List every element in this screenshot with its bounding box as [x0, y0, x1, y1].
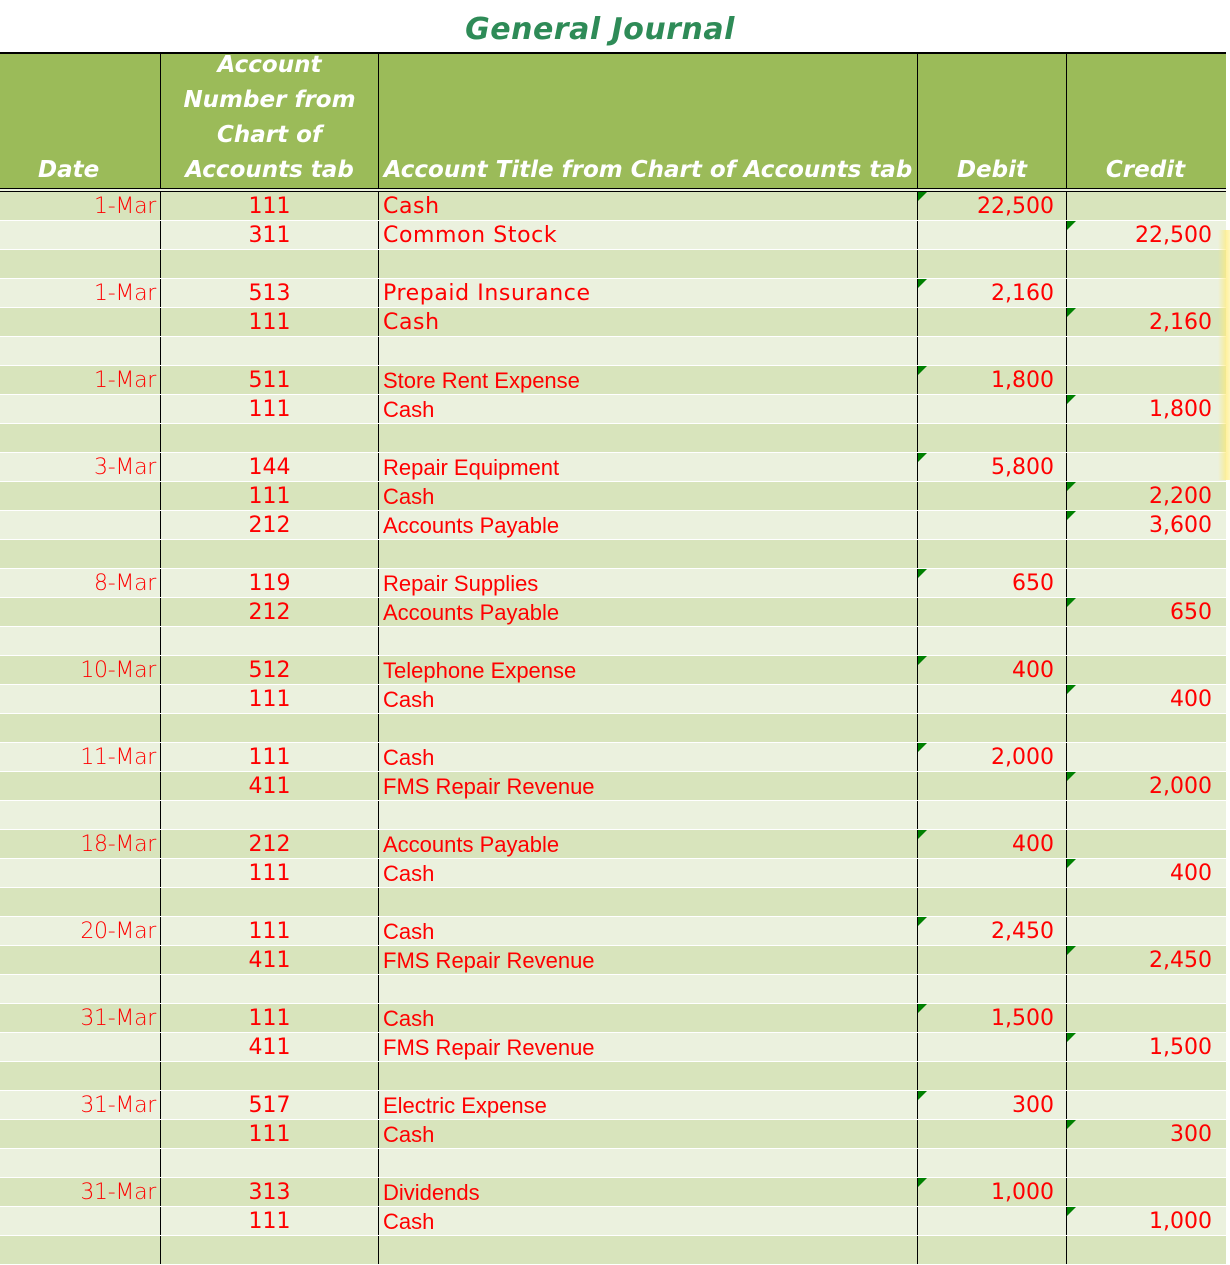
comment-indicator-icon[interactable]	[918, 366, 927, 375]
table-row	[0, 569, 1226, 598]
cell-account-title[interactable]	[378, 801, 917, 829]
cell-account-title[interactable]	[378, 337, 917, 365]
table-row	[0, 975, 1226, 1004]
cell-date[interactable]	[0, 946, 160, 974]
cell-account-title[interactable]: FMS Repair Revenue	[378, 1033, 917, 1061]
cursor-glow-highlight	[1218, 230, 1230, 480]
cell-account-number[interactable]	[160, 801, 378, 829]
table-row	[0, 1062, 1226, 1091]
cell-date[interactable]	[0, 685, 160, 713]
cell-credit[interactable]	[1066, 801, 1224, 829]
cell-date[interactable]	[0, 975, 160, 1003]
cell-credit[interactable]	[1066, 743, 1224, 771]
cell-credit[interactable]	[1066, 917, 1224, 945]
comment-indicator-icon[interactable]	[1067, 772, 1076, 781]
cell-date[interactable]	[0, 308, 160, 336]
cell-credit[interactable]: 2,000	[1066, 772, 1224, 800]
cell-date[interactable]	[0, 1062, 160, 1090]
cell-credit[interactable]	[1066, 656, 1224, 684]
cell-account-title[interactable]: Cash	[378, 1120, 917, 1148]
table-row	[0, 482, 1226, 511]
cell-debit[interactable]	[917, 337, 1066, 365]
cell-account-number[interactable]	[160, 1062, 378, 1090]
cell-account-number[interactable]: 212	[160, 830, 378, 858]
cell-debit[interactable]	[917, 772, 1066, 800]
cell-date[interactable]	[0, 598, 160, 626]
cell-account-title[interactable]: Accounts Payable	[378, 830, 917, 858]
cell-debit[interactable]	[917, 1033, 1066, 1061]
cell-account-title[interactable]: FMS Repair Revenue	[378, 946, 917, 974]
cell-credit[interactable]	[1066, 569, 1224, 597]
cell-debit[interactable]: 22,500	[917, 192, 1066, 220]
table-row	[0, 540, 1226, 569]
cell-date[interactable]: 18-Mar	[80, 832, 156, 857]
table-row	[0, 1236, 1226, 1265]
cell-date[interactable]: 31-Mar	[80, 1006, 156, 1031]
cell-account-title[interactable]: Cash	[378, 685, 917, 713]
journal-rows	[0, 192, 1226, 1265]
cell-debit[interactable]: 5,800	[917, 453, 1066, 481]
comment-indicator-icon[interactable]	[1067, 308, 1076, 317]
table-row	[0, 656, 1226, 685]
table-row	[0, 366, 1226, 395]
cell-account-title[interactable]: FMS Repair Revenue	[378, 772, 917, 800]
cell-credit[interactable]	[1066, 1062, 1224, 1090]
cell-debit[interactable]	[917, 395, 1066, 423]
comment-indicator-icon[interactable]	[1067, 395, 1076, 404]
cell-account-number[interactable]	[160, 337, 378, 365]
table-row	[0, 743, 1226, 772]
cell-credit[interactable]	[1066, 337, 1224, 365]
cell-account-number[interactable]: 517	[160, 1091, 378, 1119]
cell-credit[interactable]	[1066, 366, 1224, 394]
cell-account-title[interactable]: Electric Expense	[378, 1091, 917, 1119]
cell-date[interactable]	[0, 395, 160, 423]
cell-account-number[interactable]	[160, 714, 378, 742]
header-account-number-line: Number from	[183, 87, 356, 113]
table-row	[0, 917, 1226, 946]
table-row	[0, 1149, 1226, 1178]
cell-account-number[interactable]	[160, 540, 378, 568]
comment-indicator-icon[interactable]	[918, 656, 927, 665]
cell-account-title[interactable]	[378, 975, 917, 1003]
cell-account-number[interactable]: 212	[160, 598, 378, 626]
cell-debit[interactable]: 2,000	[917, 743, 1066, 771]
cell-account-title[interactable]	[378, 1149, 917, 1177]
cell-account-number[interactable]: 411	[160, 772, 378, 800]
cell-credit[interactable]	[1066, 1178, 1224, 1206]
cell-date[interactable]: 11-Mar	[80, 745, 156, 770]
cell-credit[interactable]: 2,200	[1066, 482, 1224, 510]
table-row	[0, 453, 1226, 482]
comment-indicator-icon[interactable]	[1067, 1120, 1076, 1129]
table-row	[0, 888, 1226, 917]
cell-date[interactable]	[0, 424, 160, 452]
cell-account-number[interactable]	[160, 975, 378, 1003]
table-row	[0, 598, 1226, 627]
cell-debit[interactable]: 1,000	[917, 1178, 1066, 1206]
comment-indicator-icon[interactable]	[918, 1004, 927, 1013]
cell-account-title[interactable]: Cash	[378, 743, 917, 771]
cell-credit[interactable]	[1066, 279, 1224, 307]
cell-debit[interactable]	[917, 1149, 1066, 1177]
cell-date[interactable]	[0, 801, 160, 829]
cell-credit[interactable]: 1,800	[1066, 395, 1224, 423]
cell-credit[interactable]: 2,450	[1066, 946, 1224, 974]
comment-indicator-icon[interactable]	[918, 917, 927, 926]
header-account-number[interactable]	[160, 54, 378, 188]
cell-account-number[interactable]	[160, 888, 378, 916]
table-row	[0, 1004, 1226, 1033]
cell-date[interactable]	[0, 221, 160, 249]
cell-account-number[interactable]: 111	[160, 395, 378, 423]
cell-account-title[interactable]: Cash	[378, 1004, 917, 1032]
cell-debit[interactable]	[917, 1236, 1066, 1264]
cell-account-number[interactable]	[160, 627, 378, 655]
header-account-number-line: Chart of	[217, 122, 322, 148]
cell-account-number[interactable]: 411	[160, 1033, 378, 1061]
header-account-number-line: Accounts tab	[185, 157, 354, 183]
cell-debit[interactable]: 1,500	[917, 1004, 1066, 1032]
cell-debit[interactable]	[917, 714, 1066, 742]
cell-debit[interactable]: 2,450	[917, 917, 1066, 945]
cell-debit[interactable]	[917, 1120, 1066, 1148]
cell-date[interactable]	[0, 1149, 160, 1177]
cell-credit[interactable]: 400	[1066, 859, 1224, 887]
cell-account-title[interactable]: Repair Equipment	[378, 453, 917, 481]
cell-account-title[interactable]: Telephone Expense	[378, 656, 917, 684]
header-account-title[interactable]: Account Title from Chart of Accounts tab	[378, 54, 917, 188]
journal-table	[0, 52, 1226, 1265]
cell-account-number[interactable]	[160, 1236, 378, 1264]
table-row	[0, 1120, 1226, 1149]
cell-date[interactable]	[0, 772, 160, 800]
cell-debit[interactable]: 400	[917, 830, 1066, 858]
comment-indicator-icon[interactable]	[1067, 946, 1076, 955]
cell-debit[interactable]	[917, 1207, 1066, 1235]
cell-credit[interactable]: 1,000	[1066, 1207, 1224, 1235]
cell-debit[interactable]	[917, 308, 1066, 336]
cell-date[interactable]	[0, 888, 160, 916]
cell-date[interactable]	[0, 250, 160, 278]
table-row	[0, 1091, 1226, 1120]
comment-indicator-icon[interactable]	[1067, 685, 1076, 694]
comment-indicator-icon[interactable]	[918, 192, 927, 201]
cell-debit[interactable]	[917, 221, 1066, 249]
cell-account-title[interactable]: Cash	[378, 917, 917, 945]
cell-credit[interactable]: 2,160	[1066, 308, 1224, 336]
comment-indicator-icon[interactable]	[1067, 1033, 1076, 1042]
cell-account-number[interactable]: 111	[160, 1004, 378, 1032]
table-row	[0, 772, 1226, 801]
cell-debit[interactable]: 400	[917, 656, 1066, 684]
cell-account-number[interactable]: 212	[160, 511, 378, 539]
cell-account-title[interactable]: Cash	[378, 1207, 917, 1235]
cell-debit[interactable]	[917, 801, 1066, 829]
cell-debit[interactable]	[917, 511, 1066, 539]
cell-account-number[interactable]: 311	[160, 221, 378, 249]
comment-indicator-icon[interactable]	[918, 830, 927, 839]
comment-indicator-icon[interactable]	[1067, 598, 1076, 607]
table-row	[0, 511, 1226, 540]
table-row	[0, 395, 1226, 424]
cell-account-title[interactable]	[378, 627, 917, 655]
header-credit[interactable]: Credit	[1066, 54, 1224, 188]
comment-indicator-icon[interactable]	[1067, 1207, 1076, 1216]
cell-debit[interactable]	[917, 540, 1066, 568]
cell-account-number[interactable]: 313	[160, 1178, 378, 1206]
cell-debit[interactable]	[917, 598, 1066, 626]
cell-account-number[interactable]: 111	[160, 482, 378, 510]
cell-debit[interactable]	[917, 859, 1066, 887]
cell-debit[interactable]	[917, 482, 1066, 510]
cell-account-title[interactable]	[378, 888, 917, 916]
cell-credit[interactable]: 650	[1066, 598, 1224, 626]
cell-date[interactable]: 1-Mar	[94, 281, 156, 306]
cell-credit[interactable]	[1066, 1004, 1224, 1032]
cell-credit[interactable]: 22,500	[1066, 221, 1224, 249]
cell-credit[interactable]: 400	[1066, 685, 1224, 713]
table-row	[0, 424, 1226, 453]
header-debit[interactable]: Debit	[917, 54, 1066, 188]
cell-date[interactable]	[0, 337, 160, 365]
cell-date[interactable]	[0, 1033, 160, 1061]
cell-account-number[interactable]: 513	[160, 279, 378, 307]
cell-credit[interactable]	[1066, 975, 1224, 1003]
cell-account-number[interactable]: 512	[160, 656, 378, 684]
cell-date[interactable]	[0, 1120, 160, 1148]
cell-credit[interactable]	[1066, 540, 1224, 568]
cell-account-title[interactable]	[378, 250, 917, 278]
comment-indicator-icon[interactable]	[1067, 482, 1076, 491]
cell-account-title[interactable]: Cash	[378, 395, 917, 423]
comment-indicator-icon[interactable]	[1067, 859, 1076, 868]
cell-account-title[interactable]	[378, 714, 917, 742]
cell-date[interactable]: 8-Mar	[94, 571, 156, 596]
table-row	[0, 859, 1226, 888]
cell-account-title[interactable]: Dividends	[378, 1178, 917, 1206]
cell-credit[interactable]	[1066, 830, 1224, 858]
cell-account-number[interactable]: 111	[160, 1120, 378, 1148]
table-row	[0, 685, 1226, 714]
cell-credit[interactable]	[1066, 627, 1224, 655]
cell-account-number[interactable]: 111	[160, 308, 378, 336]
cell-account-number[interactable]: 144	[160, 453, 378, 481]
cell-date[interactable]	[0, 540, 160, 568]
cell-date[interactable]: 31-Mar	[80, 1093, 156, 1118]
table-row	[0, 221, 1226, 250]
cell-account-number[interactable]: 111	[160, 859, 378, 887]
cell-account-number[interactable]: 111	[160, 1207, 378, 1235]
cell-date[interactable]	[0, 482, 160, 510]
cell-credit[interactable]	[1066, 192, 1224, 220]
cell-account-number[interactable]: 111	[160, 192, 378, 220]
cell-debit[interactable]: 300	[917, 1091, 1066, 1119]
cell-debit[interactable]	[917, 424, 1066, 452]
cell-account-number[interactable]	[160, 424, 378, 452]
cell-account-title[interactable]: Repair Supplies	[378, 569, 917, 597]
cell-account-number[interactable]: 119	[160, 569, 378, 597]
cell-debit[interactable]	[917, 888, 1066, 916]
table-row	[0, 714, 1226, 743]
table-row	[0, 1178, 1226, 1207]
cell-account-title[interactable]: Accounts Payable	[378, 511, 917, 539]
table-row	[0, 337, 1226, 366]
sheet-title: General Journal	[465, 12, 735, 47]
table-row	[0, 192, 1226, 221]
cell-account-title[interactable]	[378, 540, 917, 568]
cell-account-title[interactable]: Common Stock	[378, 221, 917, 249]
cell-date[interactable]: 1-Mar	[94, 368, 156, 393]
cell-date[interactable]	[0, 1236, 160, 1264]
cell-debit[interactable]	[917, 685, 1066, 713]
comment-indicator-icon[interactable]	[918, 1091, 927, 1100]
cell-account-number[interactable]: 411	[160, 946, 378, 974]
cell-date[interactable]: 31-Mar	[80, 1180, 156, 1205]
cell-account-number[interactable]	[160, 250, 378, 278]
cell-account-title[interactable]: Prepaid Insurance	[378, 279, 917, 307]
cell-credit[interactable]: 1,500	[1066, 1033, 1224, 1061]
cell-date[interactable]: 1-Mar	[94, 194, 156, 219]
table-row	[0, 946, 1226, 975]
cell-debit[interactable]: 2,160	[917, 279, 1066, 307]
table-row	[0, 627, 1226, 656]
cell-account-title[interactable]: Cash	[378, 859, 917, 887]
cell-account-title[interactable]: Cash	[378, 192, 917, 220]
cell-credit[interactable]	[1066, 424, 1224, 452]
cell-account-title[interactable]	[378, 1236, 917, 1264]
comment-indicator-icon[interactable]	[918, 569, 927, 578]
comment-indicator-icon[interactable]	[1067, 511, 1076, 520]
cell-debit[interactable]	[917, 946, 1066, 974]
cell-credit[interactable]	[1066, 888, 1224, 916]
cell-credit[interactable]	[1066, 1236, 1224, 1264]
table-row	[0, 830, 1226, 859]
table-row	[0, 279, 1226, 308]
cell-date[interactable]: 20-Mar	[80, 919, 156, 944]
cell-account-title[interactable]: Store Rent Expense	[378, 366, 917, 394]
header-account-number-line: Account	[217, 52, 322, 78]
comment-indicator-icon[interactable]	[1067, 221, 1076, 230]
cell-date[interactable]	[0, 511, 160, 539]
cell-account-title[interactable]: Accounts Payable	[378, 598, 917, 626]
table-row	[0, 801, 1226, 830]
cell-credit[interactable]	[1066, 1149, 1224, 1177]
cell-account-number[interactable]: 111	[160, 743, 378, 771]
cell-date[interactable]: 10-Mar	[80, 658, 156, 683]
cell-debit[interactable]: 650	[917, 569, 1066, 597]
cell-credit[interactable]	[1066, 250, 1224, 278]
cell-credit[interactable]	[1066, 453, 1224, 481]
cell-date[interactable]: 3-Mar	[94, 455, 156, 480]
cell-account-number[interactable]	[160, 1149, 378, 1177]
cell-date[interactable]	[0, 1207, 160, 1235]
cell-debit[interactable]	[917, 1062, 1066, 1090]
cell-credit[interactable]: 3,600	[1066, 511, 1224, 539]
cell-account-number[interactable]: 111	[160, 917, 378, 945]
cell-account-title[interactable]	[378, 1062, 917, 1090]
cell-account-number[interactable]: 111	[160, 685, 378, 713]
table-row	[0, 1207, 1226, 1236]
table-row	[0, 1033, 1226, 1062]
comment-indicator-icon[interactable]	[918, 279, 927, 288]
table-row	[0, 250, 1226, 279]
cell-account-title[interactable]: Cash	[378, 482, 917, 510]
cell-account-number[interactable]: 511	[160, 366, 378, 394]
cell-account-title[interactable]: Cash	[378, 308, 917, 336]
table-row	[0, 308, 1226, 337]
cell-date[interactable]	[0, 859, 160, 887]
header-date[interactable]: Date	[38, 157, 100, 183]
cell-date[interactable]	[0, 714, 160, 742]
comment-indicator-icon[interactable]	[918, 453, 927, 462]
cell-debit[interactable]	[917, 250, 1066, 278]
cell-debit[interactable]	[917, 975, 1066, 1003]
comment-indicator-icon[interactable]	[918, 1178, 927, 1187]
cell-credit[interactable]	[1066, 714, 1224, 742]
cell-account-title[interactable]	[378, 424, 917, 452]
table-header	[0, 52, 1226, 189]
cell-credit[interactable]: 300	[1066, 1120, 1224, 1148]
cell-debit[interactable]: 1,800	[917, 366, 1066, 394]
comment-indicator-icon[interactable]	[918, 743, 927, 752]
cell-credit[interactable]	[1066, 1091, 1224, 1119]
cell-date[interactable]	[0, 627, 160, 655]
cell-debit[interactable]	[917, 627, 1066, 655]
